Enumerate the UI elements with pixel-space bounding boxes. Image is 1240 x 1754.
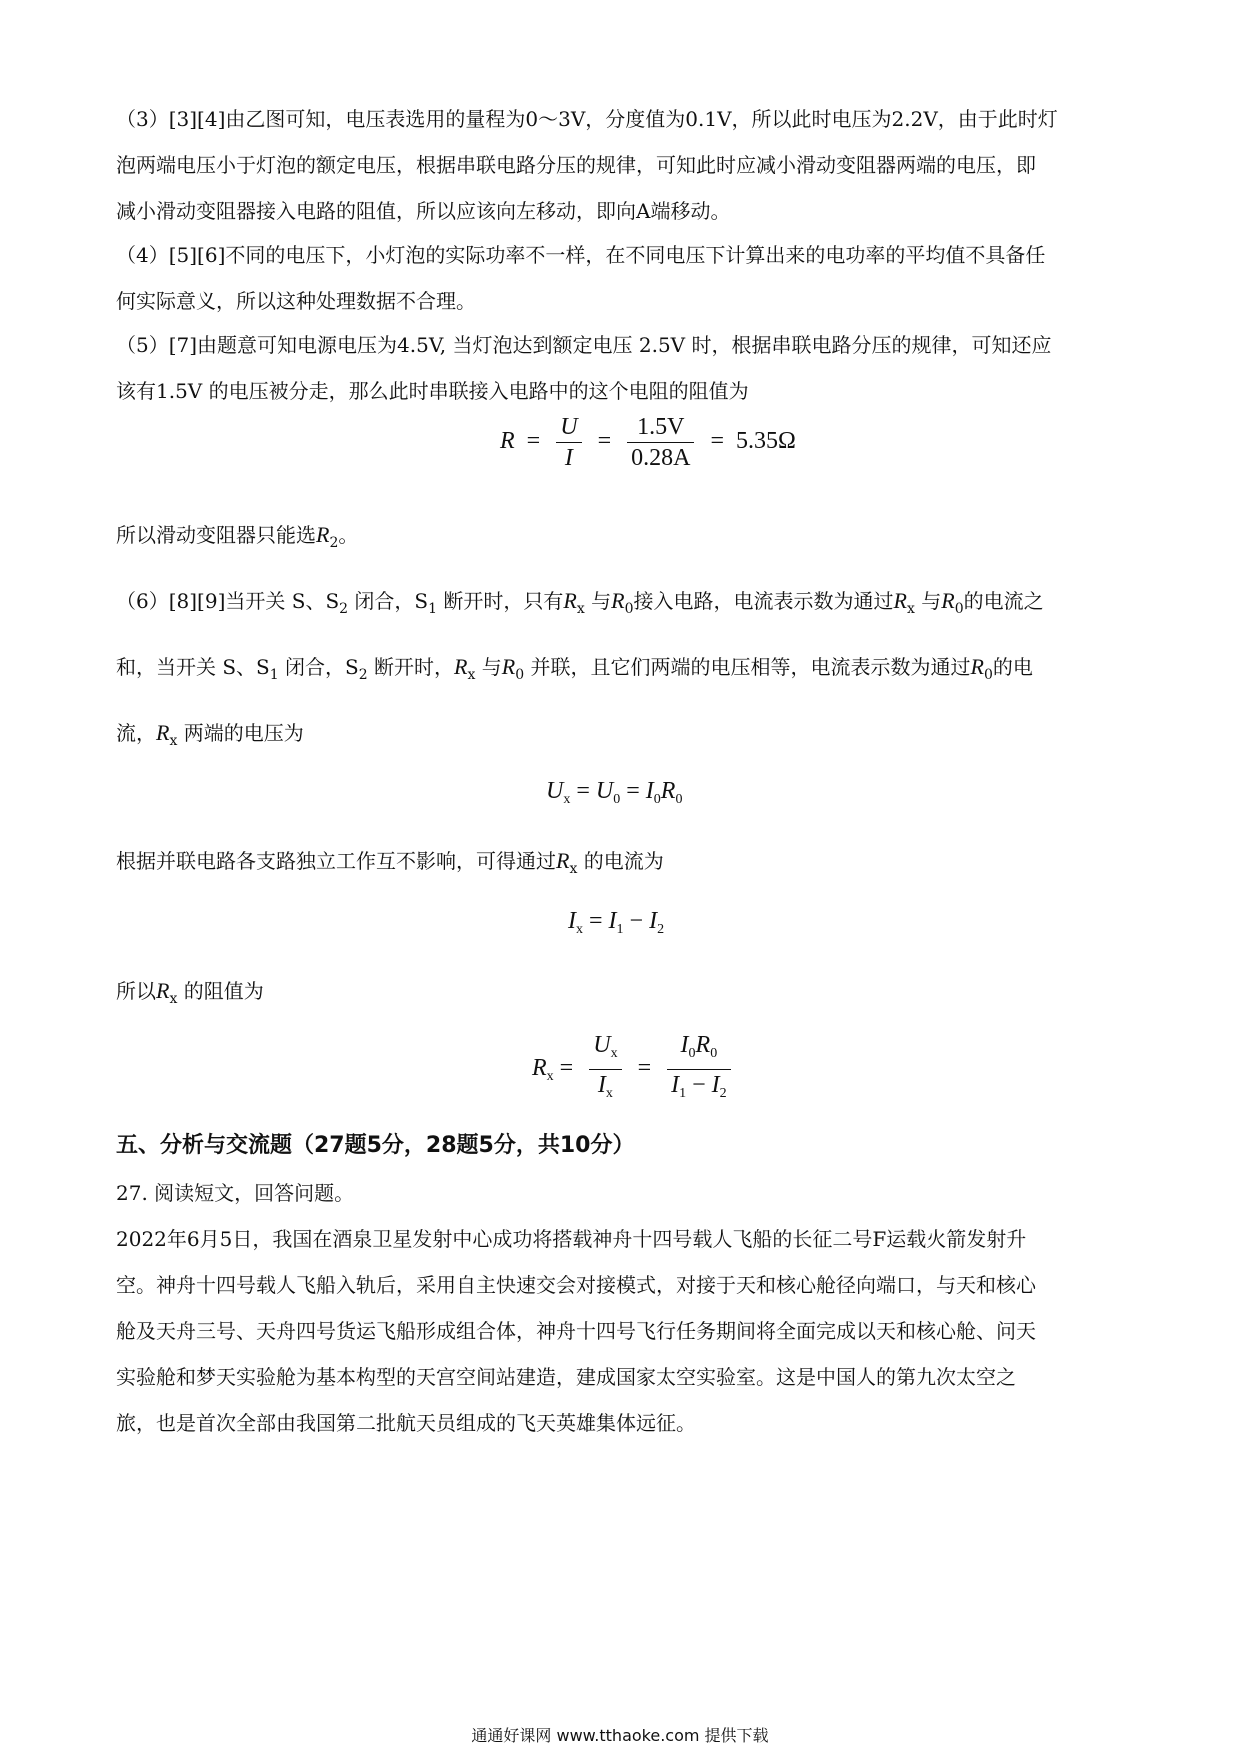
text-run: 的电流之 bbox=[963, 589, 1044, 613]
p3-line-2: 泡两端电压小于灯泡的额定电压，根据串联电路分压的规律，可知此时应减小滑动变阻器两端的电压，即 bbox=[116, 153, 1036, 177]
formula-result: 5.35Ω bbox=[736, 428, 796, 455]
q27-line-1: 2022年6月5日，我国在酒泉卫星发射中心成功将搭载神舟十四号载人飞船的长征二号F运载火箭发射升 bbox=[116, 1227, 1027, 1251]
text-run: （6）[8][9]当开关 S、S bbox=[116, 589, 340, 613]
text-run: 的阻值为 bbox=[177, 979, 264, 1003]
text-run: 流， bbox=[116, 721, 156, 745]
math-var: R bbox=[556, 848, 570, 873]
text-run: 两端的电压为 bbox=[177, 721, 304, 745]
p4-line-1: （4）[5][6]不同的电压下，小灯泡的实际功率不一样，在不同电压下计算出来的电功率的平均值不具备任 bbox=[116, 243, 1046, 267]
p5-conclusion: 所以滑动变阻器只能选$R_2$。 bbox=[116, 522, 359, 551]
text-run: 闭合，S bbox=[278, 655, 359, 679]
math-subscript: 0 bbox=[624, 601, 634, 617]
q27-line-4: 实验舱和梦天实验舱为基本构型的天宫空间站建造，建成国家太空实验室。这是中国人的第九次太空之 bbox=[116, 1365, 1016, 1389]
text-run: 并联，且它们两端的电压相等，电流表示数为通过 bbox=[524, 655, 971, 679]
text-run: 所以 bbox=[116, 979, 156, 1003]
math-var: R bbox=[454, 654, 468, 679]
formula-rx: $R_x$ = $\frac{U_x}{I_x}$ = $\frac{I_0R_0}{I_1 - I_2}$ bbox=[532, 1030, 735, 1109]
math-var: R bbox=[563, 588, 577, 613]
math-subscript: x bbox=[467, 667, 476, 683]
math-subscript: x bbox=[906, 601, 915, 617]
math-subscript: 1 bbox=[428, 601, 438, 617]
fraction-ux-over-ix: $\frac{U_x}{I_x}$ bbox=[589, 1030, 621, 1109]
p6-line-5 bbox=[116, 976, 1128, 1014]
q27-line-3: 舱及天舟三号、天舟四号货运飞船形成组合体，神舟十四号飞行任务期间将全面完成以天和核心舱、问天 bbox=[116, 1319, 1036, 1343]
q27-intro: 27. 阅读短文，回答问题。 bbox=[116, 1181, 355, 1205]
math-var: R bbox=[156, 978, 170, 1003]
p5-line-2: 该有1.5V 的电压被分走，那么此时串联接入电路中的这个电阻的阻值为 bbox=[116, 379, 749, 403]
math-subscript: 1 bbox=[269, 667, 279, 683]
fraction-i0r0-over-i1-i2: $\frac{I_0R_0}{I_1 - I_2}$ bbox=[667, 1030, 731, 1109]
math-subscript: 0 bbox=[983, 667, 993, 683]
p5-line-1: （5）[7]由题意可知电源电压为4.5V, 当灯泡达到额定电压 2.5V 时，根据串联电路分压的规律，可知还应 bbox=[116, 333, 1052, 357]
math-subscript: 0 bbox=[954, 601, 964, 617]
text-run: 接入电路，电流表示数为通过 bbox=[633, 589, 894, 613]
formula-ix: $I_x = I_1 - I_2$ bbox=[568, 908, 665, 937]
text-run: 闭合，S bbox=[348, 589, 429, 613]
math-var: R bbox=[501, 654, 516, 679]
section-heading: 五、分析与交流题（27题5分，28题5分，共10分） bbox=[116, 1133, 635, 1158]
footer-watermark: 通通好课网 www.tthaoke.com 提供下载 bbox=[471, 1726, 769, 1745]
math-var: R bbox=[611, 588, 625, 613]
math-var: R bbox=[970, 654, 984, 679]
math-subscript: x bbox=[169, 733, 178, 749]
fraction-u-over-i: $\frac{U}{I}$ bbox=[556, 412, 581, 473]
p3-line-3: 减小滑动变阻器接入电路的阻值，所以应该向左移动，即向A端移动。 bbox=[116, 199, 731, 223]
text-run: 的电流为 bbox=[577, 849, 664, 873]
math-var: R bbox=[156, 720, 170, 745]
p6-line-4 bbox=[116, 846, 1128, 884]
text-run: 与 bbox=[475, 655, 502, 679]
text-run: 根据并联电路各支路独立工作互不影响，可得通过 bbox=[116, 849, 556, 873]
math-subscript: 2 bbox=[339, 601, 349, 617]
p3-line-1: （3）[3][4]由乙图可知，电压表选用的量程为0～3V，分度值为0.1V，所以此时电压为2.2V，由于此时灯 bbox=[116, 107, 1058, 131]
text-run: 与 bbox=[584, 589, 612, 613]
math-subscript: x bbox=[569, 861, 578, 877]
p6-line-2 bbox=[116, 652, 1128, 690]
formula-lhs: R bbox=[500, 428, 515, 455]
text-run: 的电 bbox=[992, 655, 1033, 679]
q27-line-2: 空。神舟十四号载人飞船入轨后，采用自主快速交会对接模式，对接于天和核心舱径向端口，与天和核心 bbox=[116, 1273, 1036, 1297]
fraction-values: $\frac{1.5V}{0.28A}$ bbox=[627, 412, 694, 473]
math-var: R bbox=[941, 588, 955, 613]
p6-line-3 bbox=[116, 718, 1128, 756]
math-var: R bbox=[893, 588, 907, 613]
text-run: 断开时，只有 bbox=[437, 589, 564, 613]
math-subscript: x bbox=[576, 601, 585, 617]
q27-line-5: 旅，也是首次全部由我国第二批航天员组成的飞天英雄集体远征。 bbox=[116, 1411, 696, 1435]
text-run: 与 bbox=[914, 589, 942, 613]
text-run: 断开时， bbox=[367, 655, 455, 679]
formula-ux: $U_x = U_0 = I_0R_0$ bbox=[546, 778, 683, 807]
math-subscript: x bbox=[169, 991, 178, 1007]
text-run: 和，当开关 S、S bbox=[116, 655, 270, 679]
math-subscript: 2 bbox=[358, 667, 368, 683]
math-subscript: 0 bbox=[515, 667, 525, 683]
formula-resistance: R = $\frac{U}{I}$ = $\frac{1.5V}{0.28A}$ = 5.35Ω bbox=[500, 414, 796, 471]
p6-line-1 bbox=[116, 586, 1128, 624]
p4-line-2: 何实际意义，所以这种处理数据不合理。 bbox=[116, 289, 476, 313]
